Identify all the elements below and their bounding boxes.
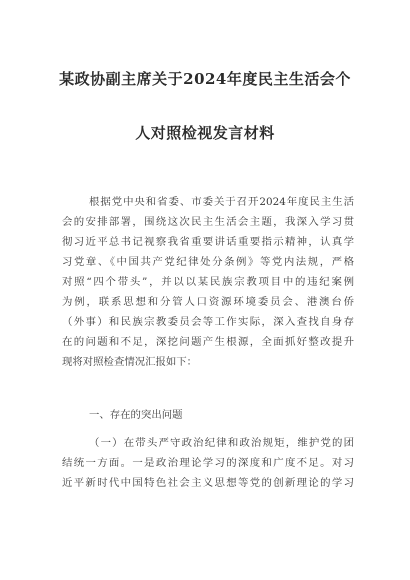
intro-line-9: 现将对照检查情况汇报如下： bbox=[62, 356, 198, 368]
intro-line-6: 为例，联系思想和分管人口资源环境委员会、港澳台侨 bbox=[62, 296, 354, 308]
document-title-line-2: 人对照检视发言材料 bbox=[135, 124, 275, 142]
section-1-line-2: 结统一方面。一是政治理论学习的深度和广度不足。对习 bbox=[62, 457, 354, 469]
section-1-line-1: （一）在带头严守政治纪律和政治规矩，维护党的团 bbox=[89, 437, 354, 449]
intro-line-7: （外事）和民族宗教委员会等工作实际，深入查找自身存 bbox=[62, 316, 354, 328]
intro-line-8: 在的问题和不足，深挖问题产生根源，全面抓好整改提升 bbox=[62, 336, 354, 348]
section-1-heading: 一、存在的突出问题 bbox=[89, 409, 183, 421]
intro-line-1: 根据党中央和省委、市委关于召开2024年度民主生活 bbox=[89, 196, 354, 208]
section-1-line-3: 近平新时代中国特色社会主义思想等党的创新理论的学习 bbox=[62, 477, 354, 489]
intro-line-3: 彻习近平总书记视察我省重要讲话重要指示精神，认真学 bbox=[62, 236, 354, 248]
intro-line-5: 对照“四个带头”，并以以某民族宗教项目中的违纪案例 bbox=[62, 276, 354, 288]
intro-paragraph bbox=[62, 192, 354, 372]
intro-line-4: 习党章、《中国共产党纪律处分条例》等党内法规，严格 bbox=[62, 256, 354, 268]
intro-line-2: 会的安排部署，围绕这次民主生活会主题，我深入学习贯 bbox=[62, 216, 354, 228]
document-title-line-1: 某政协副主席关于2024年度民主生活会个 bbox=[59, 70, 351, 88]
section-1-paragraph bbox=[62, 433, 354, 493]
section-heading bbox=[62, 405, 354, 425]
